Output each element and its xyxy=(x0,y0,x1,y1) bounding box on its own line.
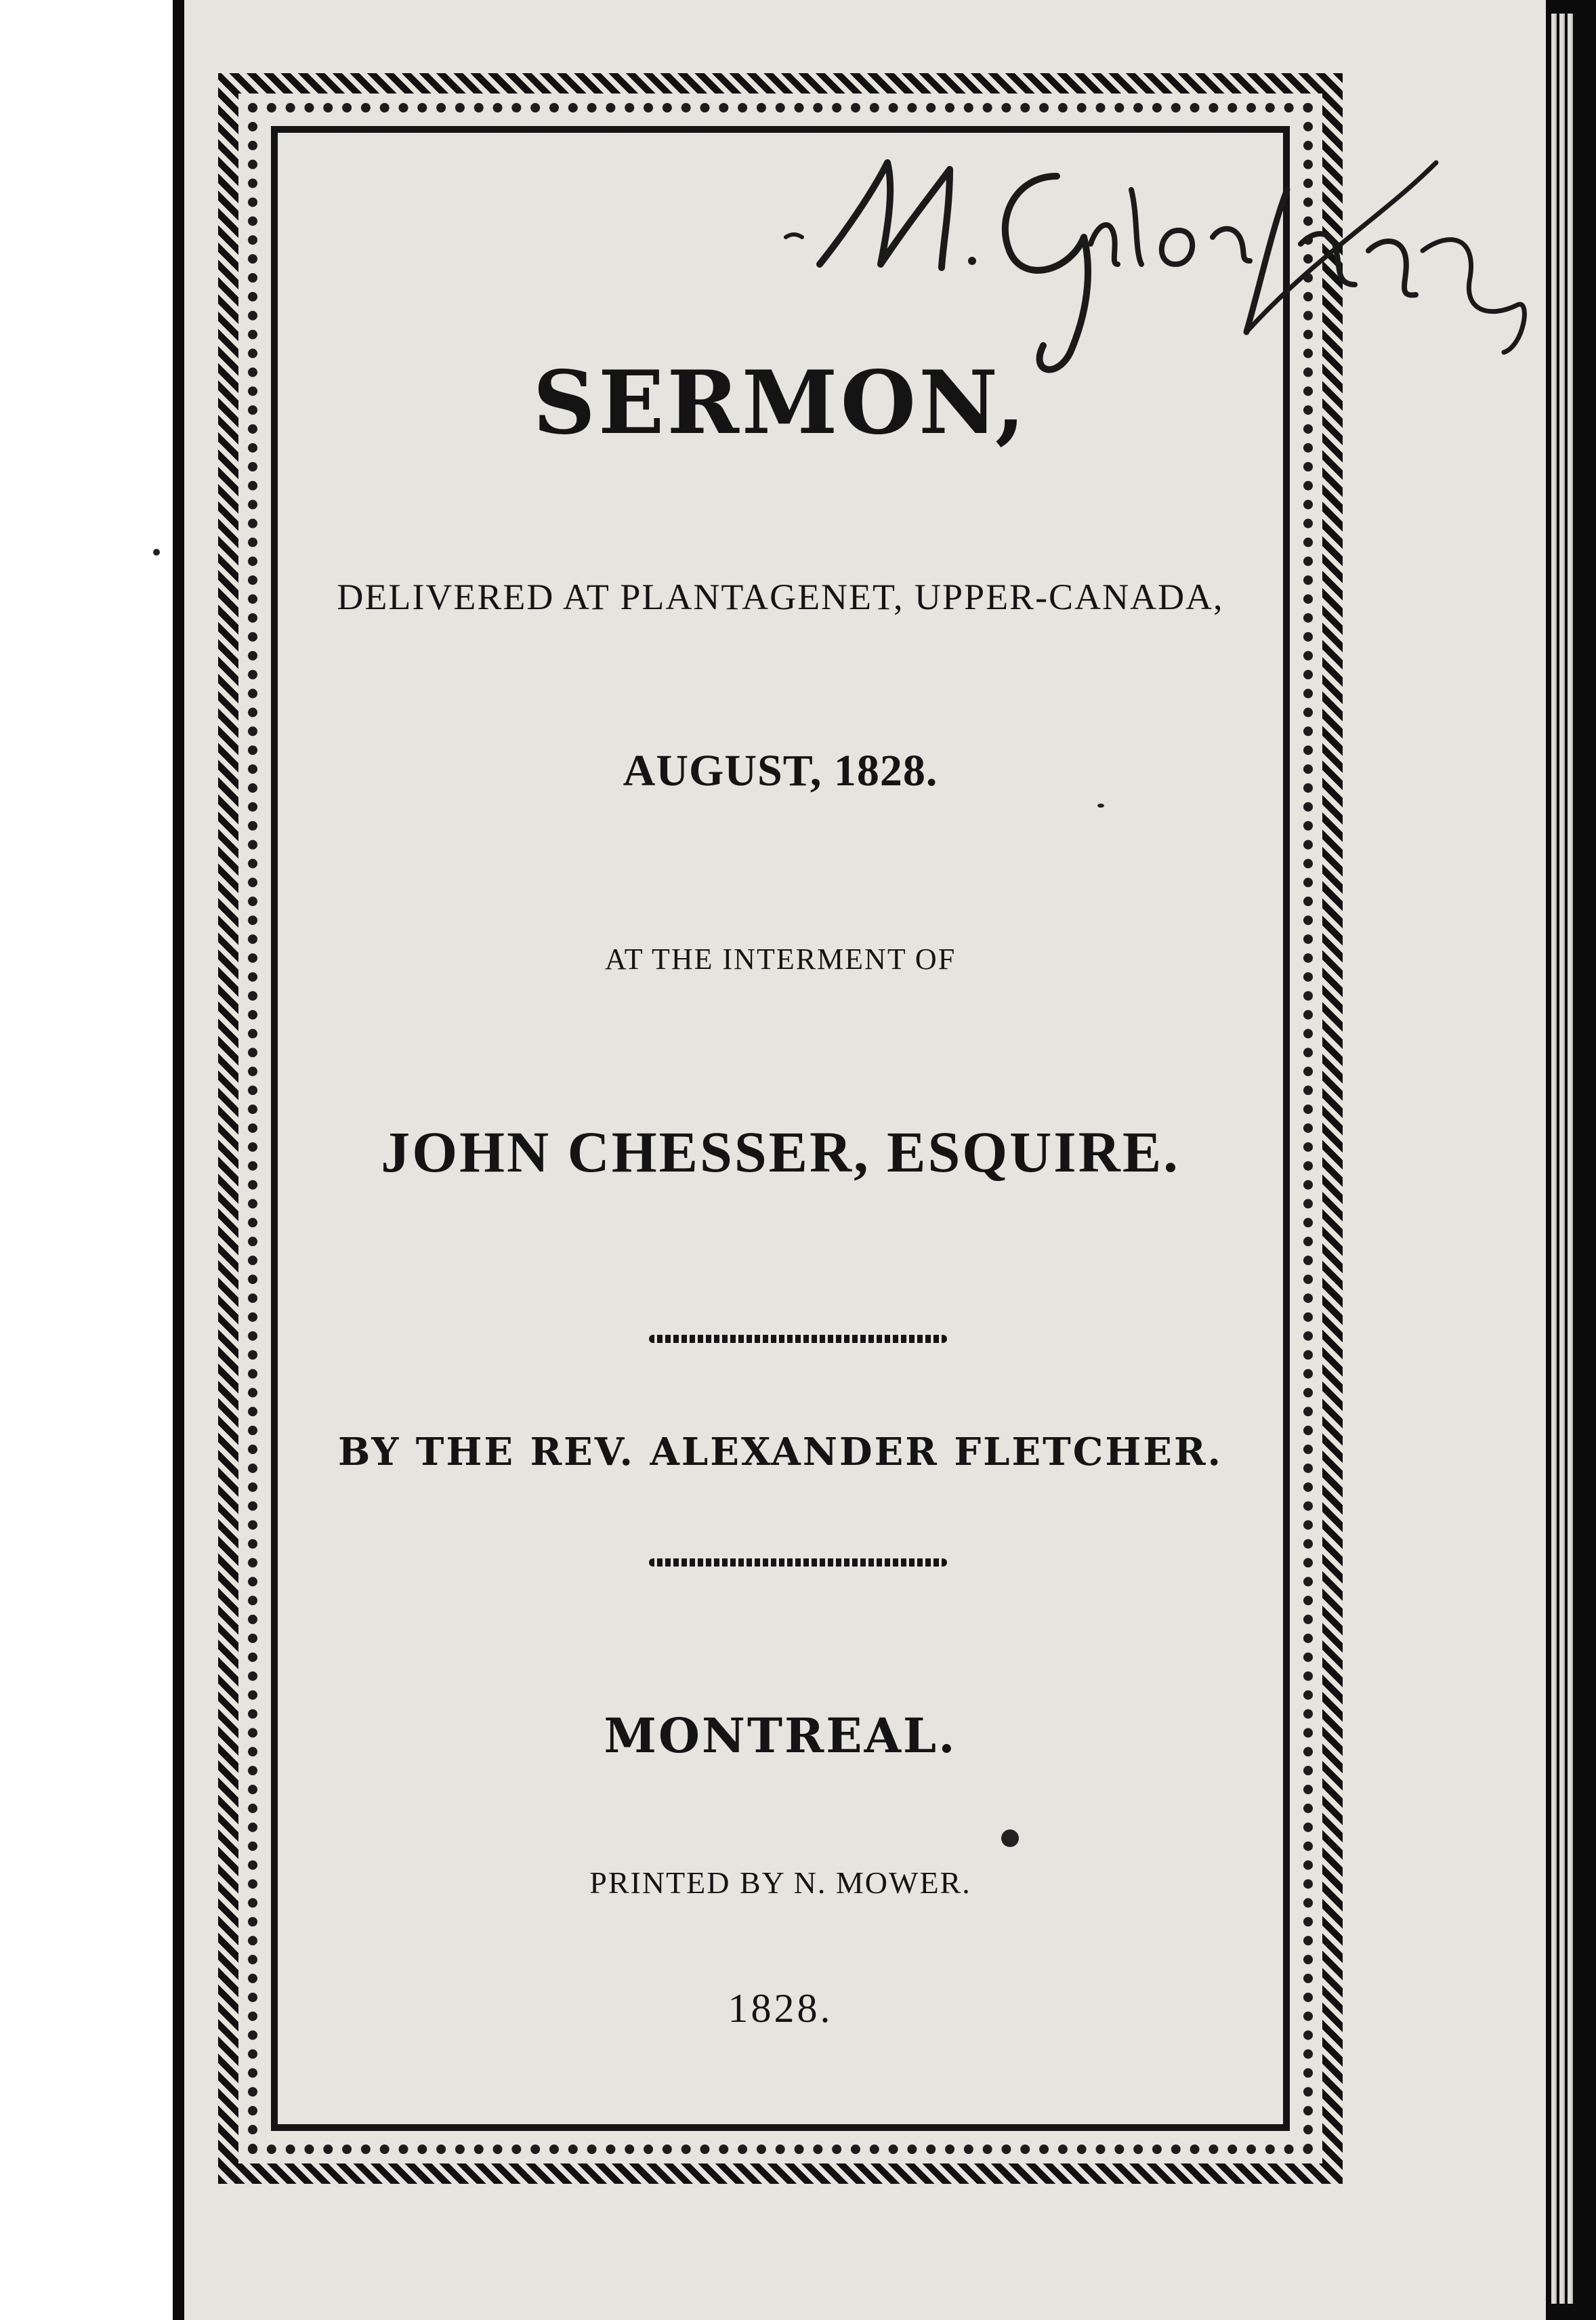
ornamental-rule xyxy=(649,1558,947,1567)
imprint-printer: PRINTED BY N. MOWER. xyxy=(589,1865,971,1900)
imprint-year: 1828. xyxy=(728,1986,833,2031)
sermon-title: SERMON, xyxy=(532,352,1028,454)
deceased-name: JOHN CHESSER, ESQUIRE. xyxy=(381,1119,1180,1184)
imprint-city: MONTREAL. xyxy=(604,1707,957,1764)
ink-speck xyxy=(1097,804,1104,808)
delivery-date: AUGUST, 1828. xyxy=(623,746,938,795)
interment-line: AT THE INTERMENT OF xyxy=(604,942,957,976)
ornamental-rule xyxy=(649,1335,947,1343)
author-line: BY THE REV. ALEXANDER FLETCHER. xyxy=(337,1430,1223,1474)
ink-speck xyxy=(1001,1829,1019,1847)
page-edge xyxy=(1559,14,1565,2304)
page-edge xyxy=(1568,14,1573,2304)
delivery-location: DELIVERED AT PLANTAGENET, UPPER-CANADA, xyxy=(337,577,1224,617)
ink-speck xyxy=(153,549,160,556)
